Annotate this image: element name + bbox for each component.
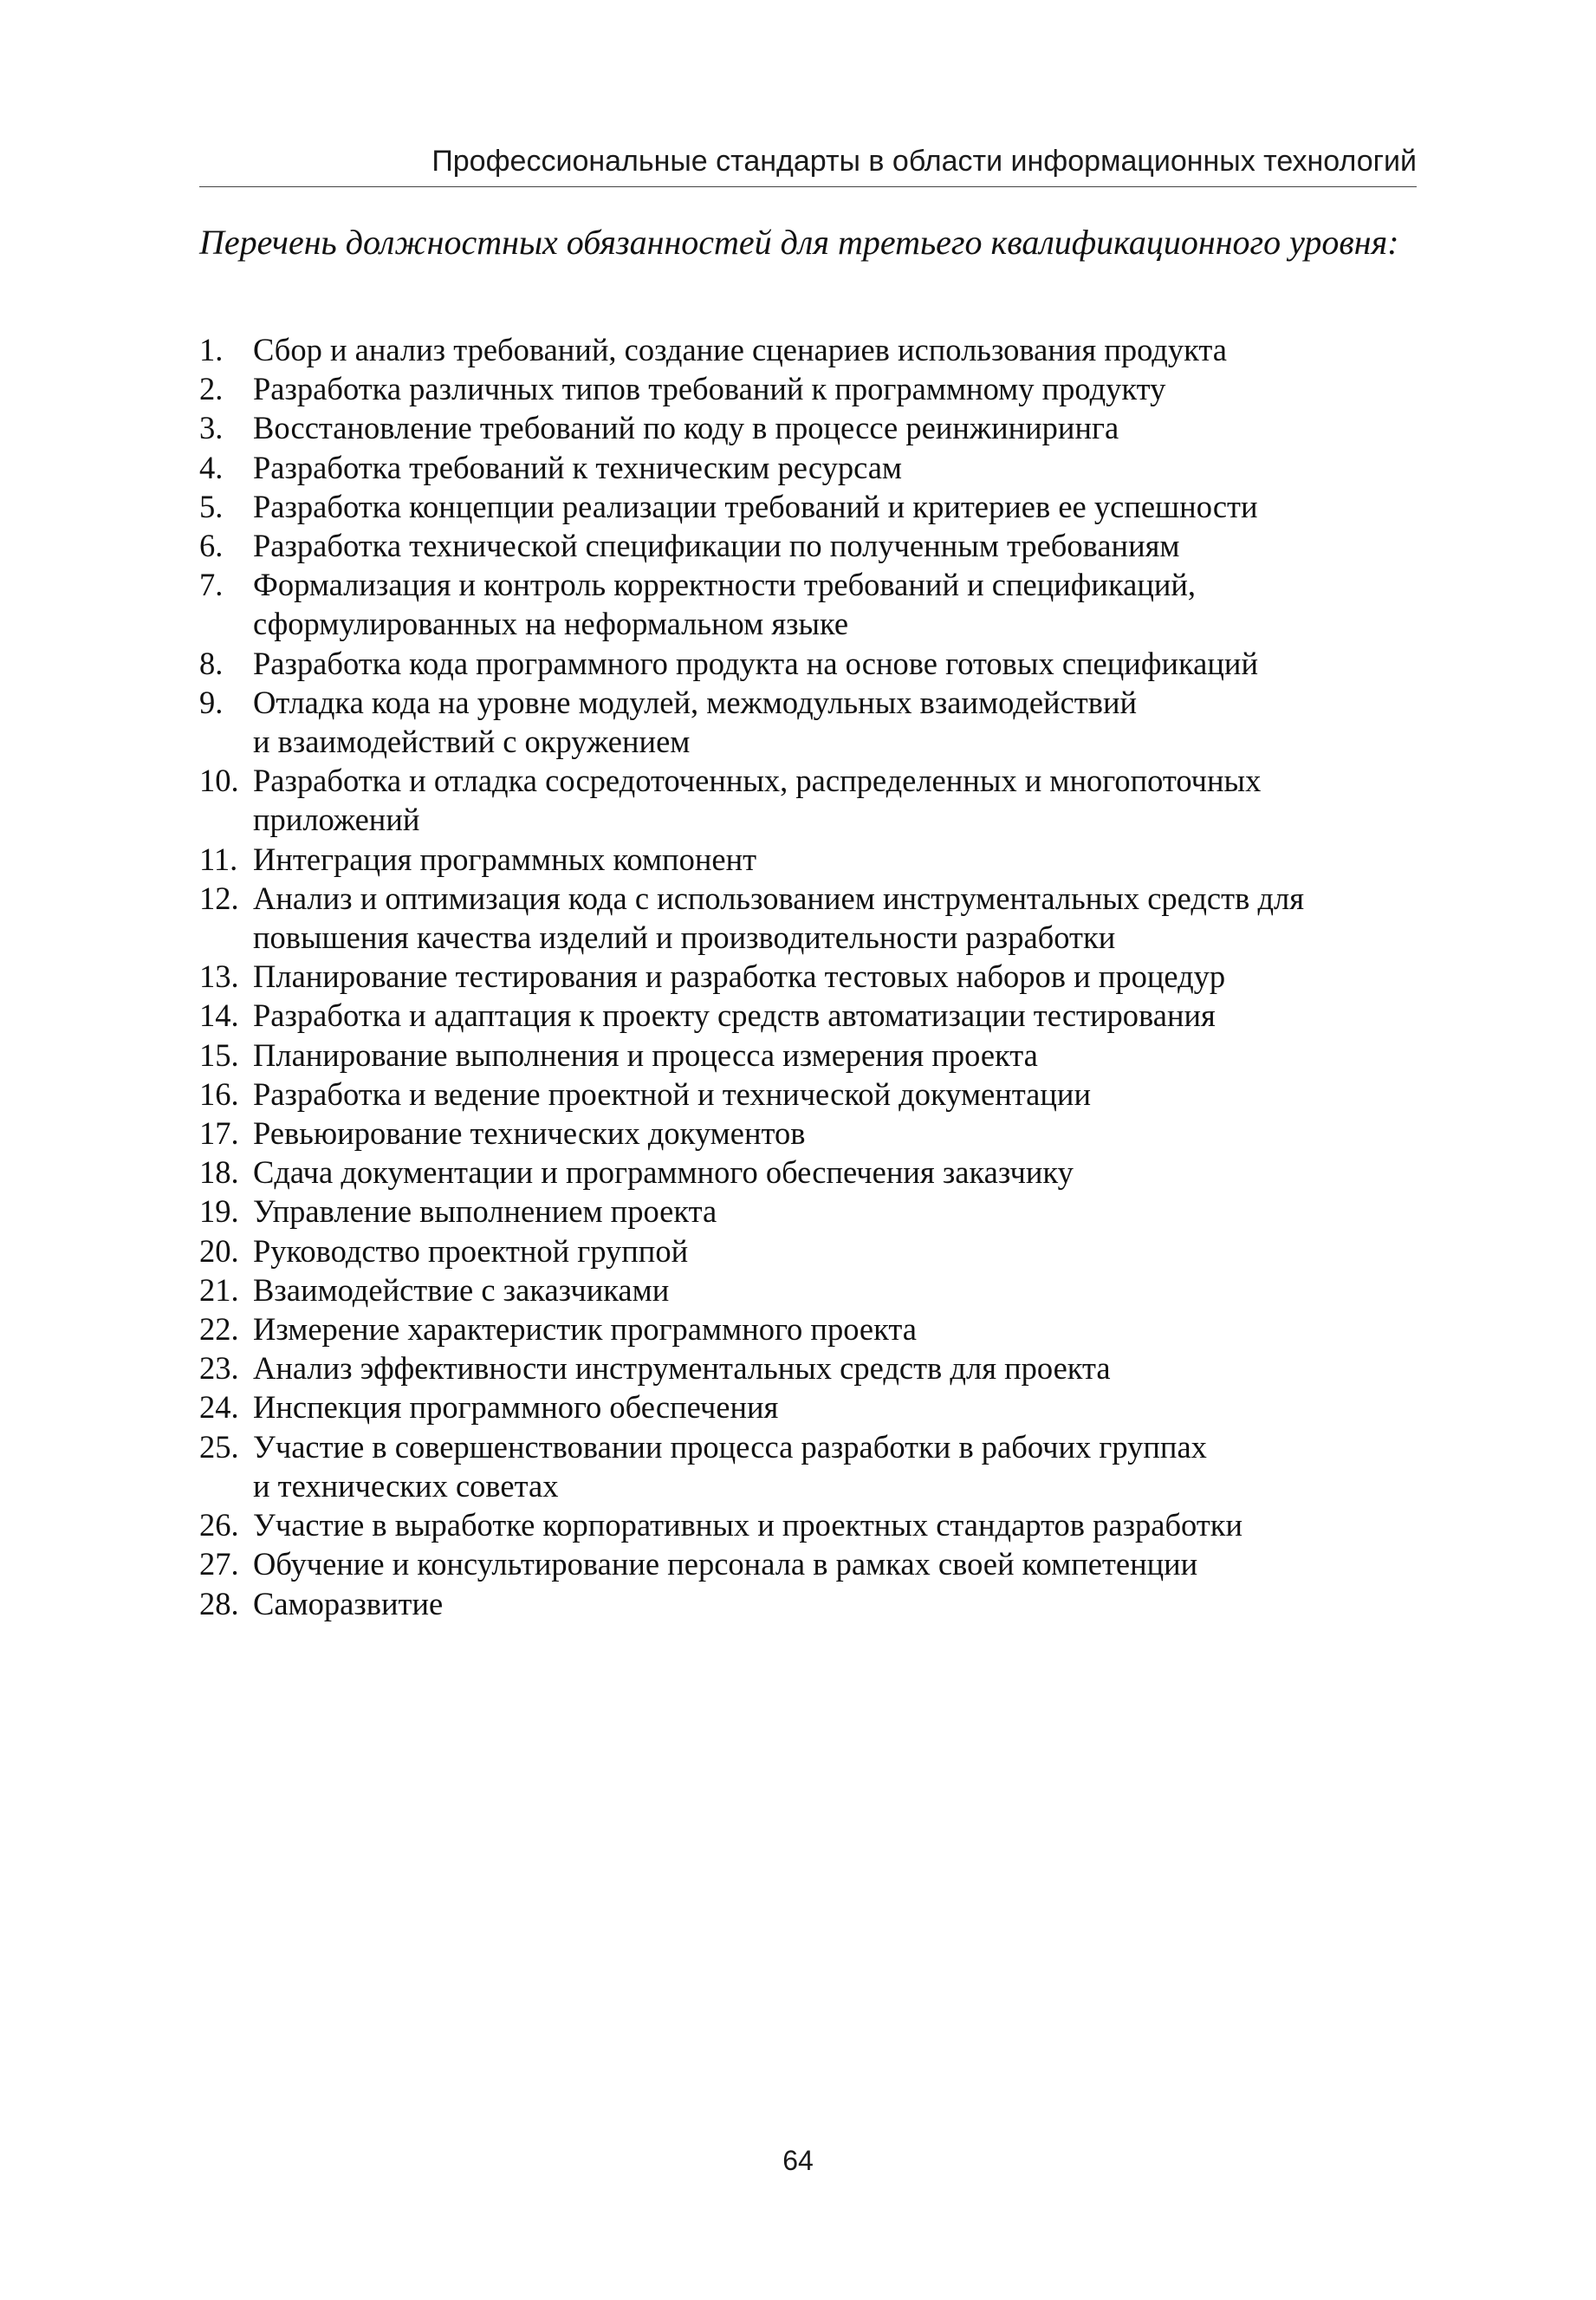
- duty-number: 16.: [199, 1075, 239, 1112]
- duty-item: [199, 526, 1430, 565]
- duty-number: 28.: [199, 1585, 239, 1621]
- duty-text-line: Разработка и адаптация к проекту средств автоматизации тестирования: [253, 997, 1216, 1034]
- duty-text-line: Участие в выработке корпоративных и проектных стандартов разработки: [253, 1507, 1243, 1543]
- duty-number: 8.: [199, 645, 224, 681]
- duty-text-line: Саморазвитие: [253, 1585, 444, 1621]
- duty-item: [199, 1153, 1430, 1192]
- duty-number: 25.: [199, 1428, 239, 1465]
- duty-number: 21.: [199, 1271, 239, 1308]
- duty-item: [199, 644, 1430, 683]
- duties-intro-heading: Перечень должностных обязанностей для третьего квалификационного уровня:: [199, 223, 1399, 262]
- duty-item: [199, 369, 1430, 408]
- duty-number: 10.: [199, 763, 239, 799]
- duty-text-line: Управление выполнением проекта: [253, 1193, 717, 1230]
- duty-item: [199, 1192, 1430, 1231]
- duty-number: 4.: [199, 449, 224, 485]
- running-header: Профессиональные стандарты в области информационных технологий: [431, 145, 1417, 178]
- duty-number: 1.: [199, 332, 224, 367]
- duty-item: [199, 487, 1430, 526]
- duty-text-line: Ревьюирование технических документов: [253, 1115, 806, 1152]
- duty-text-line: Разработка различных типов требований к программному продукту: [253, 371, 1166, 407]
- duty-number: 22.: [199, 1311, 239, 1348]
- duty-text-line: Взаимодействие с заказчиками: [253, 1271, 670, 1308]
- duty-item: [199, 1505, 1430, 1544]
- duty-number: 11.: [199, 841, 238, 877]
- duty-text-line: Сбор и анализ требований, создание сценариев использования продукта: [253, 332, 1227, 367]
- duty-text-line: Измерение характеристик программного проекта: [253, 1311, 917, 1348]
- duty-number: 12.: [199, 880, 239, 916]
- duty-number: 6.: [199, 528, 224, 564]
- duty-number: 19.: [199, 1193, 239, 1230]
- duty-text-line: Разработка кода программного продукта на основе готовых спецификаций: [253, 645, 1258, 681]
- duty-item: [199, 330, 1430, 369]
- duty-item: [199, 408, 1430, 447]
- duty-number: 3.: [199, 410, 224, 446]
- duty-number: 15.: [199, 1036, 239, 1073]
- duty-item: [199, 565, 1430, 643]
- duty-number: 14.: [199, 997, 239, 1034]
- duty-text-line: Руководство проектной группой: [253, 1232, 689, 1269]
- duty-text-line: Формализация и контроль корректности требований и спецификаций,: [253, 567, 1197, 603]
- duty-number: 24.: [199, 1389, 239, 1426]
- duty-text-line: и технических советах: [253, 1467, 559, 1504]
- duty-number: 20.: [199, 1232, 239, 1269]
- header-rule: [199, 186, 1417, 187]
- duty-item: [199, 683, 1430, 761]
- duty-text-line: Участие в совершенствовании процесса разработки в рабочих группах: [253, 1428, 1207, 1465]
- duty-number: 5.: [199, 488, 224, 524]
- duty-number: 27.: [199, 1546, 239, 1582]
- duty-item: [199, 996, 1430, 1035]
- duty-text-line: Восстановление требований по коду в процессе реинжиниринга: [253, 410, 1119, 446]
- duty-text-line: Разработка технической спецификации по полученным требованиям: [253, 528, 1180, 564]
- duty-item: [199, 1075, 1430, 1114]
- duty-text-line: Обучение и консультирование персонала в рамках своей компетенции: [253, 1546, 1198, 1582]
- duty-text-line: Анализ и оптимизация кода с использованием инструментальных средств для: [253, 880, 1305, 916]
- duty-number: 9.: [199, 684, 224, 720]
- duty-text-line: Разработка и отладка сосредоточенных, распределенных и многопоточных: [253, 763, 1262, 799]
- duty-item: [199, 1387, 1430, 1426]
- duty-number: 7.: [199, 567, 224, 603]
- duty-item: [199, 1309, 1430, 1348]
- duty-text-line: Планирование тестирования и разработка тестовых наборов и процедур: [253, 958, 1226, 995]
- duty-number: 13.: [199, 958, 239, 995]
- duty-number: 23.: [199, 1350, 239, 1387]
- duty-number: 2.: [199, 371, 224, 407]
- duty-item: [199, 1544, 1430, 1583]
- duties-list: [199, 330, 1430, 1623]
- duty-text-line: Разработка требований к техническим ресурсам: [253, 449, 903, 485]
- duty-item: [199, 1270, 1430, 1309]
- duty-item: [199, 957, 1430, 996]
- duty-text-line: Инспекция программного обеспечения: [253, 1389, 779, 1426]
- duty-number: 17.: [199, 1115, 239, 1152]
- duty-text-line: повышения качества изделий и производительности разработки: [253, 919, 1116, 956]
- duty-item: [199, 1114, 1430, 1153]
- page-number: 64: [782, 2145, 814, 2176]
- duty-item: [199, 879, 1430, 957]
- duty-text-line: Интеграция программных компонент: [253, 841, 757, 877]
- duty-text-line: сформулированных на неформальном языке: [253, 606, 849, 642]
- duty-item: [199, 840, 1430, 879]
- duty-text-line: Анализ эффективности инструментальных средств для проекта: [253, 1350, 1111, 1387]
- duty-number: 18.: [199, 1154, 239, 1191]
- duty-item: [199, 761, 1430, 839]
- duty-item: [199, 448, 1430, 487]
- duty-text-line: Разработка и ведение проектной и технической документации: [253, 1075, 1091, 1112]
- duty-number: 26.: [199, 1507, 239, 1543]
- duty-text-line: Разработка концепции реализации требований и критериев ее успешности: [253, 488, 1258, 524]
- duty-text-line: и взаимодействий с окружением: [253, 724, 691, 760]
- duty-item: [199, 1427, 1430, 1505]
- duty-item: [199, 1348, 1430, 1387]
- duty-text-line: Планирование выполнения и процесса измерения проекта: [253, 1036, 1038, 1073]
- duty-text-line: приложений: [253, 802, 420, 838]
- duty-text-line: Отладка кода на уровне модулей, межмодульных взаимодействий: [253, 684, 1138, 720]
- duty-text-line: Сдача документации и программного обеспечения заказчику: [253, 1154, 1074, 1191]
- duty-item: [199, 1584, 1430, 1623]
- duty-item: [199, 1036, 1430, 1075]
- duty-item: [199, 1231, 1430, 1270]
